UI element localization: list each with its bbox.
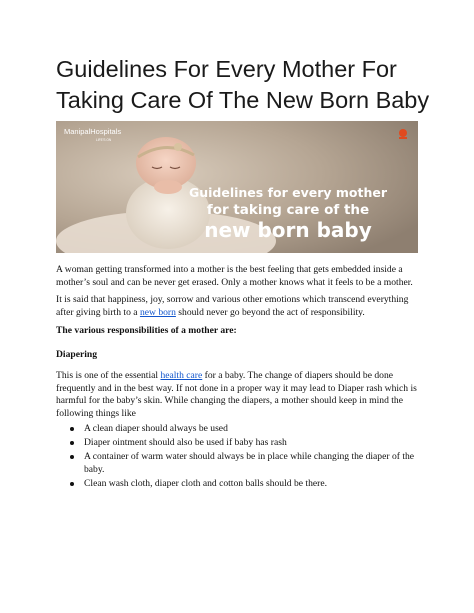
- bullet-icon: [70, 455, 74, 459]
- list-item: [56, 437, 422, 450]
- paragraph-diapering: [56, 370, 422, 420]
- heading-diapering: Diapering: [56, 349, 98, 360]
- paragraph-intro: A woman getting transformed into a mother is the best feeling that gets embedded inside a mother’s soul and can be never get erased. Only a mother knows what it feels to be a mother.: [56, 264, 413, 288]
- bullet-icon: [70, 427, 74, 431]
- bullet-icon: [70, 482, 74, 486]
- new-born-link[interactable]: new born: [139, 306, 176, 318]
- p3-text-before: This is one of the essential: [56, 370, 161, 381]
- logo-subtext: LIFE'S ON: [96, 138, 112, 142]
- corner-emblem-icon: [399, 129, 407, 139]
- paragraph-responsibility: [56, 294, 422, 319]
- diapering-bullet-list: [56, 423, 422, 492]
- overlay-line-2: for taking care of the: [206, 202, 370, 218]
- bullet-text: Diaper ointment should also be used if baby has rash: [84, 437, 287, 449]
- list-item: [56, 423, 422, 436]
- p3-text-after: for a baby. The change of diapers should be done frequently and in the best way. If not done in a proper way it may lead to Diaper rash which is harmful for the baby’s skin. While changing the diapers, a mother should keep in mind the following things like: [56, 370, 417, 419]
- overlay-line-3: new born baby: [204, 218, 372, 242]
- page-title: Guidelines For Every Mother For Taking Care Of The New Born Baby: [56, 56, 430, 113]
- heading-responsibilities: The various responsibilities of a mother are:: [56, 325, 237, 336]
- bullet-icon: [70, 441, 74, 445]
- bullet-text: A clean diaper should always be used: [84, 423, 228, 434]
- list-item: [56, 451, 422, 476]
- p2-text-after: should never go beyond the act of responsibility.: [175, 306, 365, 318]
- bullet-text: Clean wash cloth, diaper cloth and cotton balls should be there.: [84, 477, 327, 489]
- bullet-text: A container of warm water should always be in place while changing the diaper of the baby.: [84, 451, 415, 475]
- banner-overlay-text: [189, 185, 388, 242]
- health-care-link[interactable]: health care: [160, 370, 203, 381]
- banner-image: [56, 121, 418, 253]
- list-item: [56, 478, 422, 491]
- p2-text-before: It is said that happiness, joy, sorrow and various other emotions which transcend everything after giving birth to a: [56, 294, 409, 318]
- logo-text: ManipalHospitals: [64, 127, 122, 136]
- overlay-line-1: Guidelines for every mother: [188, 185, 388, 200]
